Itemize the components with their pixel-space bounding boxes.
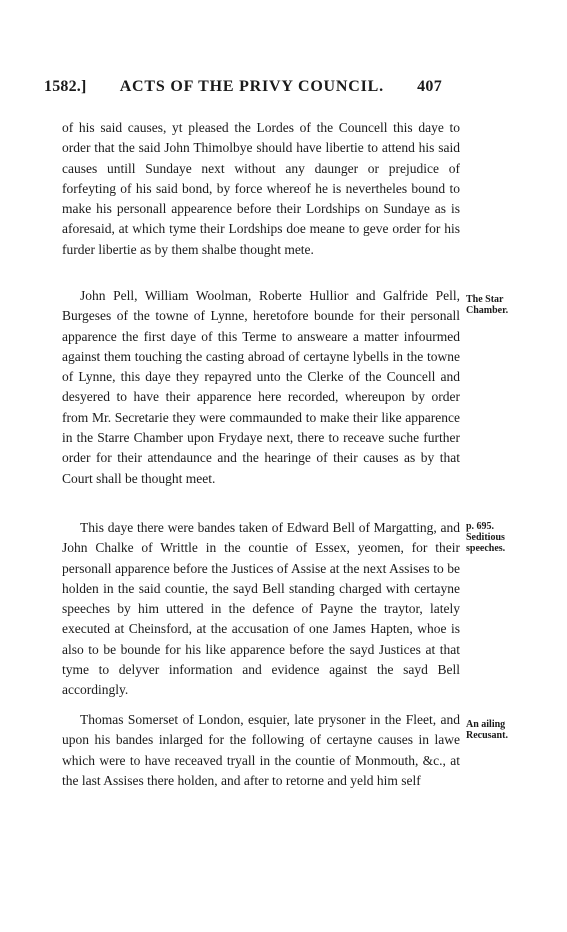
margin-note-line: p. 695. [466,521,495,532]
paragraph-4-text: Thomas Somerset of London, esquier, late prysoner in the Fleet, and upon his bandes inlarged for the following of certayne causes in lawe which were to have receaved tryall in the countie of Monmouth, &c., at the last Assises there holden, and after to retorne and yeld him self [62,712,460,788]
running-header [44,78,442,96]
header-year: 1582.] [44,78,87,95]
paragraph-2-text: John Pell, William Woolman, Roberte Hullior and Galfride Pell, Burgeses of the towne of Lynne, heretofore bounde for their personall apparence the first daye of this Terme to answeare a matter infourmed against them touching the casting abroad of certayne lybells in the towne of Lynne, this daye they repayred unto the Clerke of the Councell and desyered to have their apparence here recorded, whereupon by order from Mr. Secretarie they were commaunded to make their like apparence in the Starre Chamber upon Frydaye next, there to receave suche further order for their attendaunce and the hearinge of their causes as by that Court shall be thought meet. [62,288,460,486]
paragraph-3-text: This daye there were bandes taken of Edward Bell of Margatting, and John Chalke of Writtle in the countie of Essex, yeomen, for their personall apparence before the Justices of Assise at the next Assises to be holden in the said countie, the sayd Bell standing charged with certayne speeches by him uttered in the defence of Payne the traytor, lately executed at Cheinsford, at the accusation of one James Hapten, whoe is also to be bounde for his like apparence before the sayd Justices at that tyme to delyver information and evidence against the sayd Bell accordingly. [62,520,460,698]
margin-note-seditious-speeches [466,521,546,554]
paragraph-1-text: of his said causes, yt pleased the Lordes of the Councell this daye to order that the said John Thimolbye should have libertie to attend his said causes untill Sundaye next without any daunger or prejudice of forfeyting of his said bond, by force whereof he is nevertheles bound to make his personall appearence before their Lordships on Sundaye as is aforesaid, at which tyme their Lordships doe meane to geve order for his furder libertie as by them shalbe thought mete. [62,120,460,257]
paragraph-4 [62,710,460,791]
margin-note-line: Chamber. [466,305,509,316]
paragraph-3 [62,518,460,701]
margin-note-line: Seditious [466,532,505,543]
paragraph-2 [62,286,460,489]
margin-note-ailing-recusant [466,719,546,741]
margin-note-line: The Star [466,294,504,305]
page-number: 407 [417,78,442,95]
margin-note-line: An ailing [466,719,506,730]
margin-note-line: Recusant. [466,730,508,741]
margin-note-star-chamber [466,294,546,316]
margin-note-line: speeches. [466,543,506,554]
paragraph-1 [62,118,460,260]
header-title: ACTS OF THE PRIVY COUNCIL. [119,78,384,95]
